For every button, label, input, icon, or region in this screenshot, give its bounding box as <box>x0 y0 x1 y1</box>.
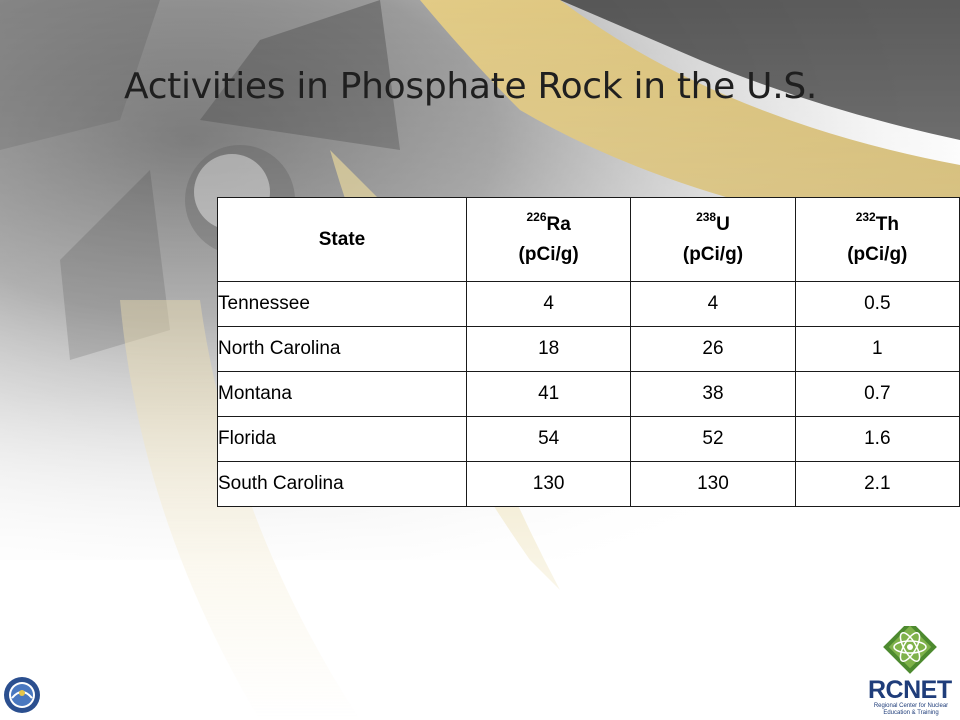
radium-unit: (pCi/g) <box>518 243 579 265</box>
rcnet-logo-subtitle: Regional Center for Nuclear Education & Training <box>873 703 949 716</box>
radium-cell: 18 <box>466 327 630 372</box>
header-radium <box>466 198 630 282</box>
table-row <box>218 372 960 417</box>
state-cell: South Carolina <box>218 462 467 507</box>
radium-cell: 4 <box>466 282 630 327</box>
header-uranium <box>631 198 795 282</box>
table-header-row <box>218 198 960 282</box>
state-cell: Montana <box>218 372 467 417</box>
thorium-cell: 1.6 <box>795 417 959 462</box>
uranium-cell: 26 <box>631 327 795 372</box>
radium-cell: 54 <box>466 417 630 462</box>
table-row <box>218 282 960 327</box>
uranium-cell: 52 <box>631 417 795 462</box>
header-state: State <box>218 198 467 282</box>
thorium-cell: 0.7 <box>795 372 959 417</box>
nsf-seal-icon <box>3 676 41 714</box>
state-cell: Florida <box>218 417 467 462</box>
uranium-cell: 38 <box>631 372 795 417</box>
radium-cell: 41 <box>466 372 630 417</box>
state-cell: Tennessee <box>218 282 467 327</box>
header-thorium <box>795 198 959 282</box>
table-row <box>218 462 960 507</box>
thorium-cell: 2.1 <box>795 462 959 507</box>
radium-symbol: $^{226}$Ra <box>526 210 571 236</box>
rcnet-logo-text: RCNET <box>868 676 952 704</box>
uranium-cell: 130 <box>631 462 795 507</box>
thorium-cell: 0.5 <box>795 282 959 327</box>
thorium-cell: 1 <box>795 327 959 372</box>
table-row <box>218 327 960 372</box>
radium-cell: 130 <box>466 462 630 507</box>
thorium-unit: (pCi/g) <box>847 243 908 265</box>
uranium-cell: 4 <box>631 282 795 327</box>
table-row <box>218 417 960 462</box>
uranium-unit: (pCi/g) <box>682 243 744 265</box>
thorium-symbol: $^{232}$Th <box>855 210 899 236</box>
state-cell: North Carolina <box>218 327 467 372</box>
activities-table <box>217 197 960 507</box>
slide-title: Activities in Phosphate Rock in the U.S. <box>124 66 818 107</box>
uranium-symbol: $^{238}$U <box>696 210 730 236</box>
